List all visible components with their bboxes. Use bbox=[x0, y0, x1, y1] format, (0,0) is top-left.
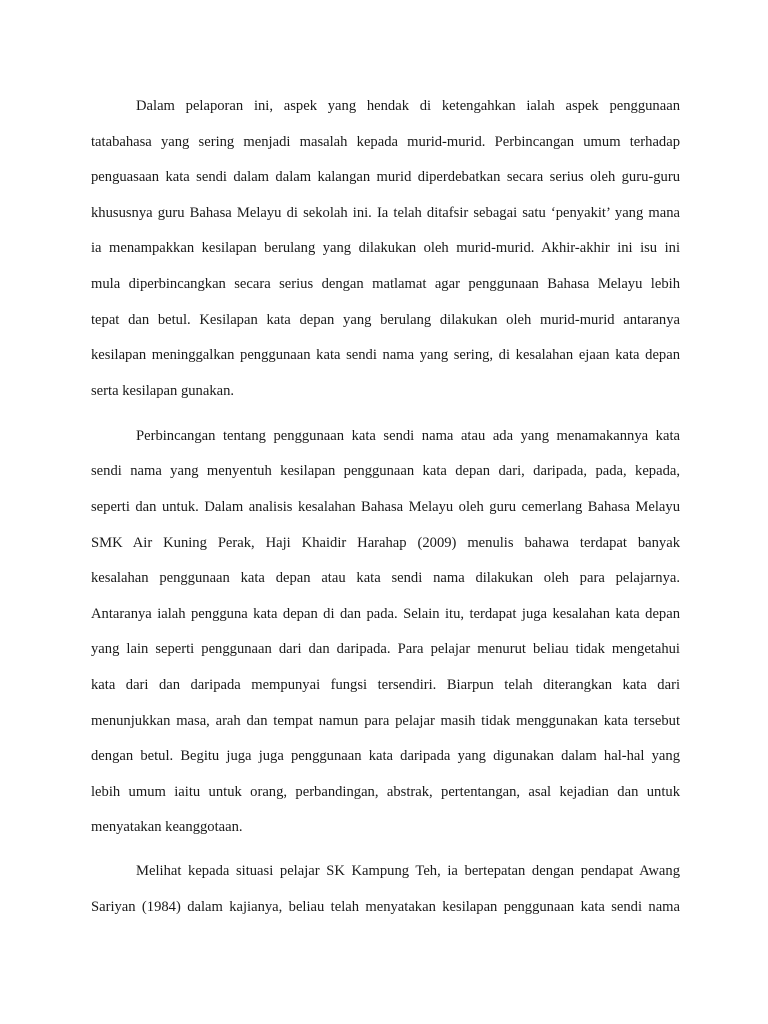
text-line: sendi nama yang menyentuh kesilapan penggunaan kata depan dari, daripada, pada, kepada, bbox=[91, 463, 680, 480]
paragraph-2 bbox=[91, 419, 680, 846]
text-line: lebih umum iaitu untuk orang, perbandingan, abstrak, pertentangan, asal kejadian dan untuk bbox=[91, 783, 680, 800]
text-line: serta kesilapan gunakan. bbox=[91, 382, 235, 399]
text-line: Dalam pelaporan ini, aspek yang hendak di ketengahkan ialah aspek penggunaan bbox=[136, 98, 680, 114]
text-line: Sariyan (1984) dalam kajianya, beliau telah menyatakan kesilapan penggunaan kata sendi nama bbox=[91, 899, 680, 916]
text-line: seperti dan untuk. Dalam analisis kesalahan Bahasa Melayu oleh guru cemerlang Bahasa Melayu bbox=[91, 499, 680, 516]
text-line: khususnya guru Bahasa Melayu di sekolah ini. Ia telah ditafsir sebagai satu ‘penyakit’ yang mana bbox=[91, 204, 680, 221]
text-line: kesalahan penggunaan kata depan atau kata sendi nama dilakukan oleh para pelajarnya. bbox=[91, 570, 680, 587]
text-line: Perbincangan tentang penggunaan kata sendi nama atau ada yang menamakannya kata bbox=[136, 427, 680, 444]
text-line: kesilapan meninggalkan penggunaan kata sendi nama yang sering, di kesalahan ejaan kata depan bbox=[91, 347, 680, 364]
text-line: penguasaan kata sendi dalam dalam kalangan murid diperdebatkan secara serius oleh guru-guru bbox=[91, 169, 680, 186]
text-line: mula diperbincangkan secara serius dengan matlamat agar penggunaan Bahasa Melayu lebih bbox=[91, 275, 680, 292]
text-line: tatabahasa yang sering menjadi masalah kepada murid-murid. Perbincangan umum terhadap bbox=[91, 133, 680, 150]
text-line: Melihat kepada situasi pelajar SK Kampung Teh, ia bertepatan dengan pendapat Awang bbox=[136, 863, 680, 880]
text-line: menyatakan keanggotaan. bbox=[91, 819, 243, 836]
text-line: SMK Air Kuning Perak, Haji Khaidir Harahap (2009) menulis bahawa terdapat banyak bbox=[91, 534, 680, 551]
text-line: dengan betul. Begitu juga juga penggunaan kata daripada yang digunakan dalam hal-hal yang bbox=[91, 748, 680, 765]
text-line: tepat dan betul. Kesilapan kata depan yang berulang dilakukan oleh murid-murid antaranya bbox=[91, 311, 680, 328]
paragraph-3 bbox=[91, 854, 680, 925]
text-line: menunjukkan masa, arah dan tempat namun para pelajar masih tidak menggunakan kata tersebut bbox=[91, 712, 680, 729]
text-line: ia menampakkan kesilapan berulang yang dilakukan oleh murid-murid. Akhir-akhir ini isu ini bbox=[91, 240, 680, 257]
document-body bbox=[91, 89, 680, 926]
text-line: kata dari dan daripada mempunyai fungsi tersendiri. Biarpun telah diterangkan kata dari bbox=[91, 677, 680, 693]
text-line: yang lain seperti penggunaan dari dan daripada. Para pelajar menurut beliau tidak mengetahui bbox=[91, 641, 680, 658]
paragraph-1 bbox=[91, 89, 680, 409]
text-line: Antaranya ialah pengguna kata depan di dan pada. Selain itu, terdapat juga kesalahan kata depan bbox=[91, 605, 680, 622]
